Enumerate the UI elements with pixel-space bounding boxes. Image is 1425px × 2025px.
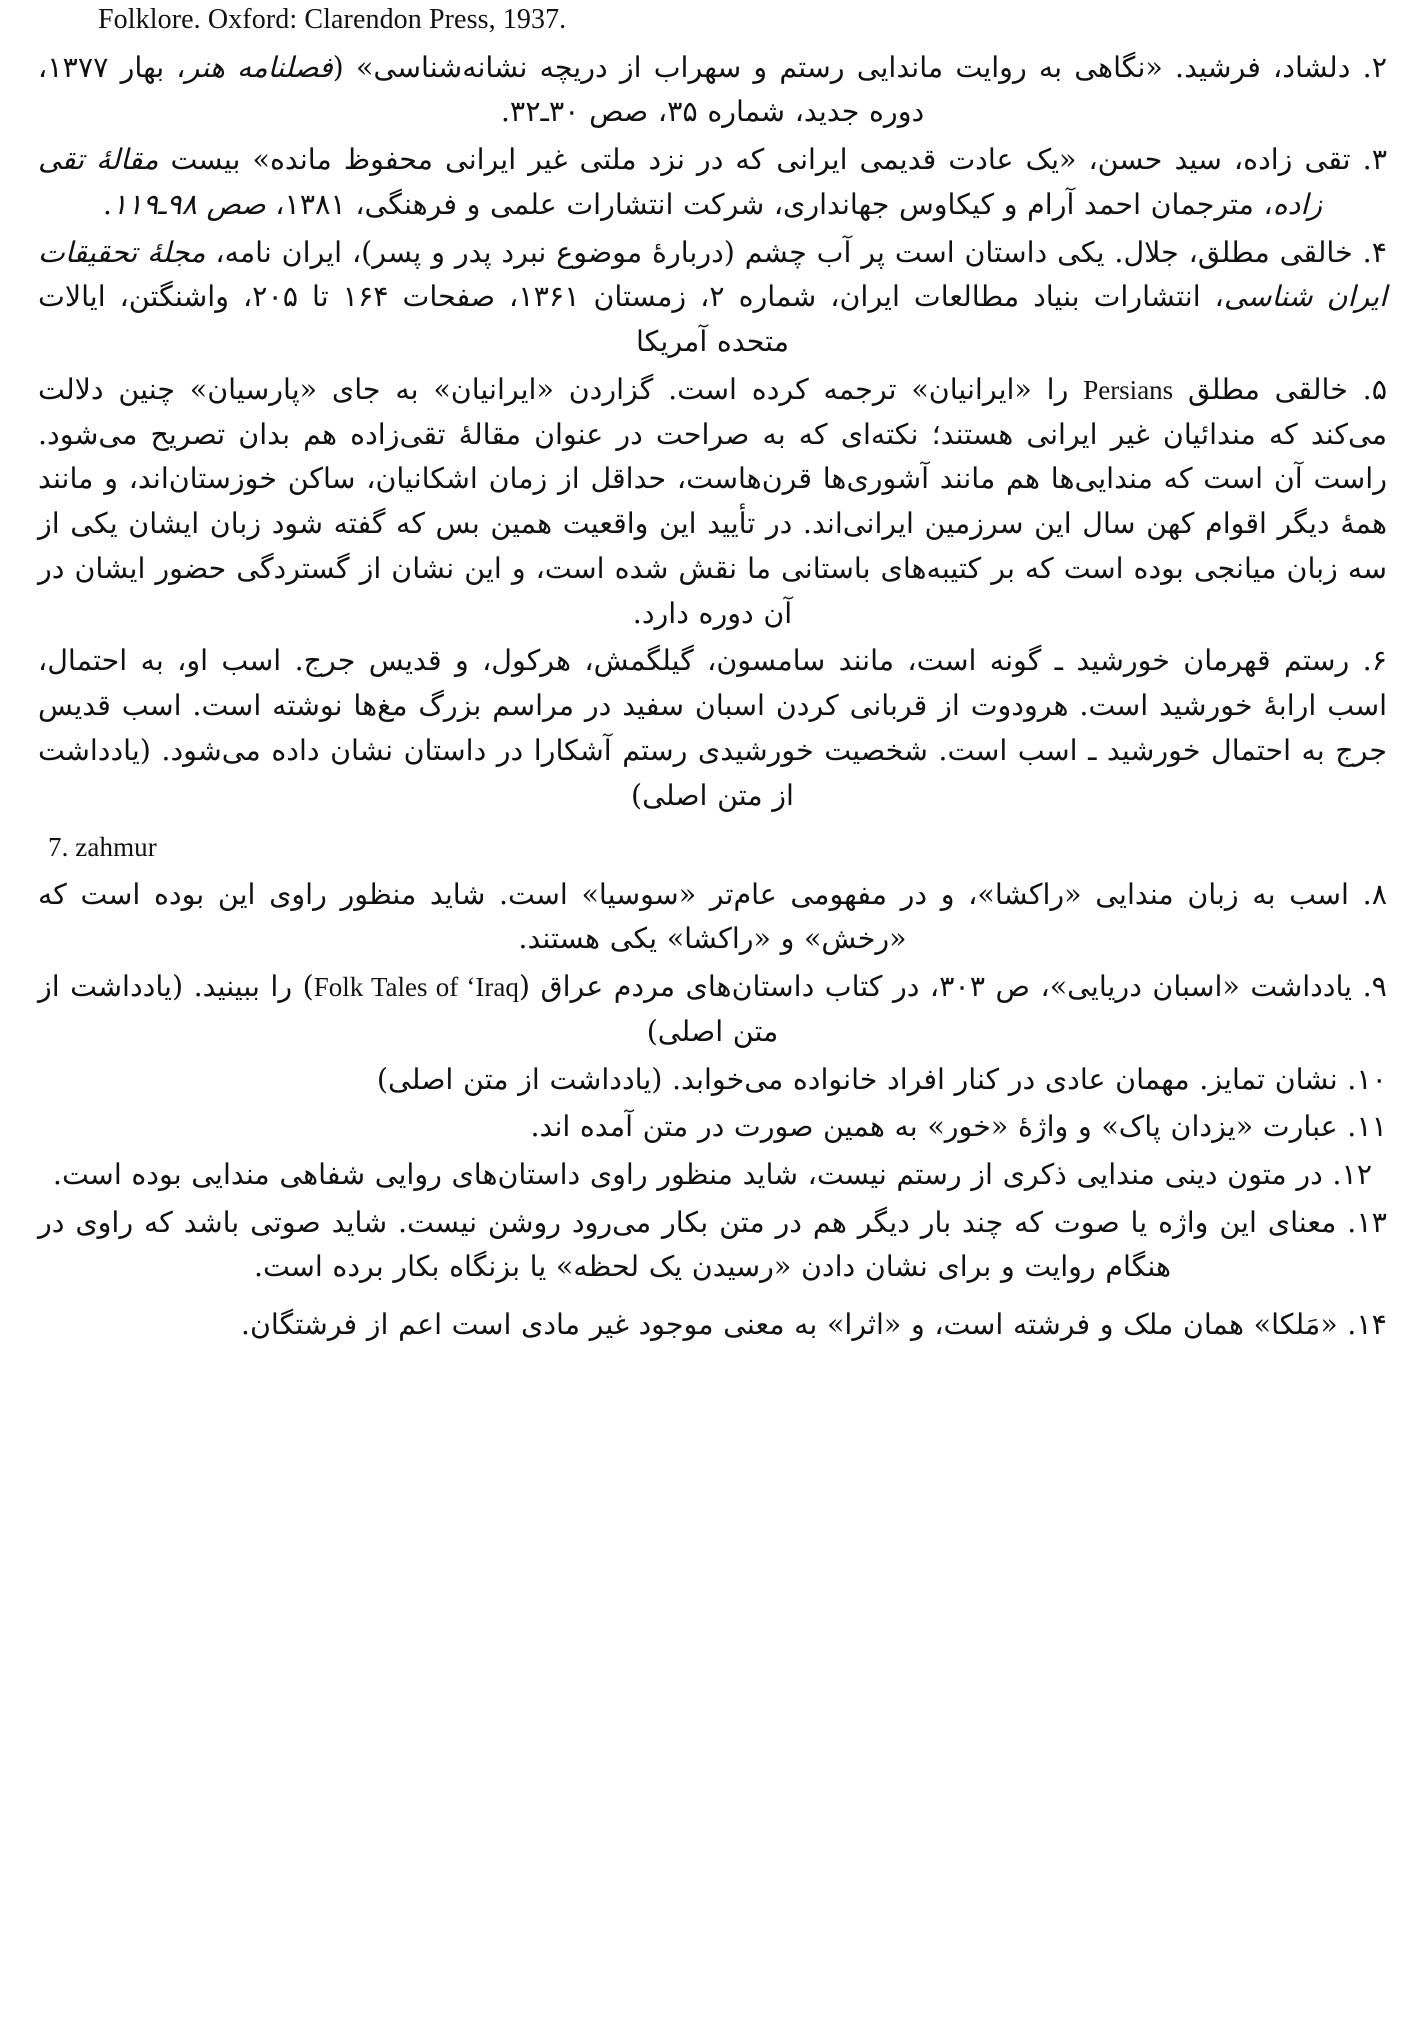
endnote-9-text-a: ۹. یادداشت «اسبان دریایی»، ص ۳۰۳، در کتاب داستان‌های مردم عراق ( [518,970,1387,1004]
endnote-4-text-a: ۴. خالقی مطلق، جلال. یکی داستان است پر آب چشم (دربارهٔ موضوع نبرد پدر و پسر)، ایران نامه، [205,235,1387,269]
endnote-5 [38,368,1387,636]
endnote-13-text: ۱۳. معنای این واژه یا صوت که چند بار دیگر هم در متن بکار می‌رود روشن نیست. شاید صوتی باشد که راوی در هنگام روایت و برای نشان دادن «رسیدن یک لحظه» یا بزنگاه بکار برده است. [38,1205,1387,1284]
endnote-4-text-b: ، انتشارات بنیاد مطالعات ایران، شماره ۲، زمستان ۱۳۶۱، صفحات ۱۶۴ تا ۲۰۵، واشنگتن، ایالات متحده آمریکا [38,280,1224,359]
endnote-2-text-a: ۲. دلشاد، فرشید. «نگاهی به روایت ماندایی رستم و سهراب از دریچه نشانه‌شناسی» ( [332,50,1387,84]
endnote-6-text: ۶. رستم قهرمان خورشید ـ گونه است، مانند سامسون، گیلگمش، هرکول، و قدیس جرج. اسب او، به احتمال، اسب ارابهٔ خورشید است. هرودوت از قربانی کردن اسبان سفید در مراسم بزرگ مغ‌ها نوشته است. اسب قدیس جرج به احتمال خورشید ـ اسب است. شخصیت خورشیدی رستم آشکارا در داستان نشان داده می‌شود. (یادداشت از متن اصلی) [38,644,1387,812]
endnote-5-text-a: ۵. خالقی مطلق [1173,372,1388,406]
endnote-10 [38,1058,1387,1103]
endnote-2 [38,46,1387,135]
endnote-2-journal-title: فصلنامه هنر [185,50,333,84]
endnote-13 [38,1201,1387,1290]
endnote-12-text: ۱۲. در متون دینی مندایی ذکری از رستم نیست، شاید منظور راوی داستان‌های روایی شفاهی مندایی بوده است. [52,1157,1373,1191]
endnote-3-text-c: . [102,187,112,221]
endnote-10-text: ۱۰. نشان تمایز. مهمان عادی در کنار افراد خانواده می‌خوابد. (یادداشت از متن اصلی) [376,1062,1387,1096]
endnote-4-journal-title: مجلهٔ تحقیقات ایران شناسی [38,235,1387,314]
endnote-3-book-title: مقالهٔ تقی زاده [38,143,1323,221]
paragraph-spacer [38,1293,1387,1303]
endnote-9-text-b: ) را ببینید. (یادداشت از متن اصلی) [38,970,779,1048]
endnote-4 [38,231,1387,365]
endnote-7: 7. zahmur [48,832,157,863]
endnote-3-text-a: ۳. تقی زاده، سید حسن، «یک عادت قدیمی ایرانی که در نزد ملتی غیر ایرانی محفوظ مانده» بیست [158,143,1387,177]
endnote-11 [38,1105,1387,1150]
endnote-8 [38,873,1387,962]
endnote-5-latin-term: Persians [1083,374,1174,405]
endnote-6 [38,639,1387,818]
endnote-9-latin-title: Folk Tales of ‘Iraq [313,972,519,1003]
endnote-3 [38,138,1387,227]
endnote-3-text-b: ، مترجمان احمد آرام و کیکاوس جهانداری، شرکت انتشارات علمی و فرهنگی، ۱۳۸۱، [265,187,1273,221]
endnote-11-text: ۱۱. عبارت «یزدان پاک» و واژهٔ «خور» به همین صورت در متن آمده اند. [530,1110,1387,1144]
endnote-14-text: ۱۴. «مَلکا» همان ملک و فرشته است، و «اثرا» به معنی موجود غیر مادی است اعم از فرشتگان. [240,1308,1387,1342]
endnote-2-text-b: ، بهار ۱۳۷۷، دوره جدید، شماره ۳۵، صص ۳۰ـ۳۲. [38,50,925,129]
continuation-reference-line: Folklore. Oxford: Clarendon Press, 1937. [98,4,567,35]
endnote-3-pages: صص ۹۸ـ۱۱۹ [111,187,266,221]
endnote-14 [38,1303,1387,1348]
page-content [38,0,1387,1351]
endnote-12 [38,1153,1387,1198]
endnote-5-text-b: را «ایرانیان» ترجمه کرده است. گزاردن «ایرانیان» به جای «پارسیان» چنین دلالت می‌کند که مندائیان غیر ایرانی هستند؛ نکته‌ای که به صراحت در عنوان مقالهٔ تقی‌زاده هم بدان تصریح می‌شود. راست آن است که مندایی‌ها هم مانند آشوری‌ها قرن‌هاست، حداقل از زمان اشکانیان، ساکن خوزستان‌اند، و مانند همهٔ دیگر اقوام کهن سال این سرزمین ایرانی‌اند. در تأیید این واقعیت همین بس که گفته شود زبان ایشان یکی از سه زبان میانجی بوده است که بر کتیبه‌های باستانی ما نقش شده است، و این نشان از گستردگی حضور ایشان در آن دوره دارد. [38,372,1387,630]
endnote-8-text: ۸. اسب به زبان مندایی «راکشا»، و در مفهومی عام‌تر «سوسیا» است. شاید منظور راوی این بوده است که «رخش» و «راکشا» یکی هستند. [38,877,1387,956]
endnote-9 [38,965,1387,1054]
